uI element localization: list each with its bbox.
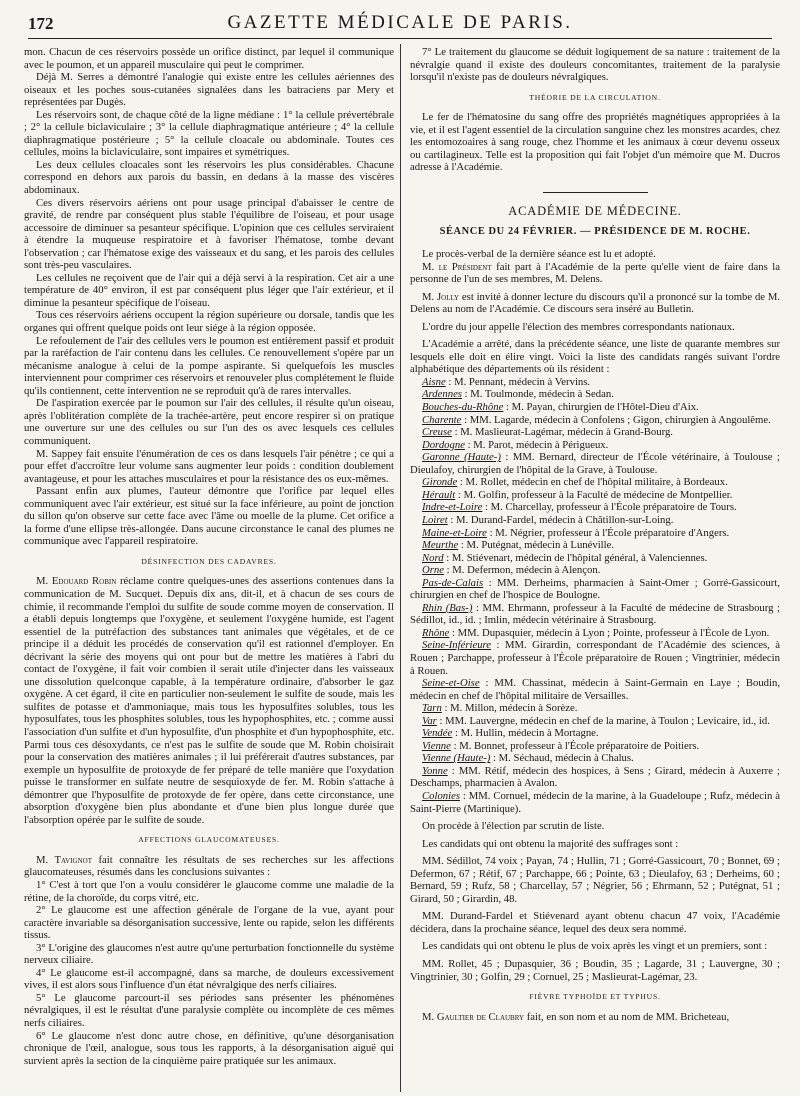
paragraph: L'ordre du jour appelle l'élection des membres correspondants nationaux. xyxy=(422,320,735,333)
list-item xyxy=(410,439,780,452)
list-item xyxy=(410,539,780,552)
paragraph-circulation: Le fer de l'hématosine du sang offre des propriétés magnétiques appropriées à la vie, et il est l'agent essentiel de la circulation sanguine chez les monstres acardes, chez les entomozoaires à sang rouge, chez l'homme et les animaux à cœur devenu osseux ou cartilagineux. Telle est la proposition qui fait l'objet d'un mémoire que M. Ducros adresse à l'Académie. xyxy=(410,111,780,174)
conclusion-2: 2° Le glaucome est une affection générale de l'organe de la vue, ayant pour caractère invariable sa désorganisation successive, lente ou rapide, selon les différents tissus. xyxy=(24,904,394,942)
candidate-text: : M. Négrier, professeur à l'École préparatoire d'Angers. xyxy=(486,526,730,539)
candidate-text: : M. Bonnet, professeur à l'École préparatoire de Poitiers. xyxy=(450,739,700,752)
department-name: Gironde xyxy=(422,476,458,489)
department-name: Vienne (Haute-) xyxy=(422,752,491,765)
results-majority: MM. Sédillot, 74 voix ; Payan, 74 ; Hullin, 71 ; Gorré-Gassicourt, 70 ; Bonnet, 69 ; Defermon, 67 ; Rétif, 67 ; Parchappe, 66 ; Pointe, 63 ; Dieulafoy, 63 ; Derheims, 60 ; Bernard, 59 ; Rufz, 58 ; Charcellay, 57 ; Négrier, 56 ; Ehrmann, 52 ; Putégnat, 51 ; Girard, 50 ; Girardin, 48. xyxy=(410,855,780,905)
conclusion-1: 1° C'est à tort que l'on a voulu considérer le glaucome comme une maladie de la rétine, de la choroïde, du corps vitré, etc. xyxy=(24,879,394,904)
paragraph-gaultier xyxy=(410,1011,780,1024)
department-name: Hérault xyxy=(422,488,456,501)
candidate-text: : M. Hullin, médecin à Mortagne. xyxy=(452,727,599,740)
list-item xyxy=(410,401,780,414)
list-item xyxy=(410,702,780,715)
candidate-text: : MM. Ehrmann, professeur à la Faculté de médecine de Strasbourg ; Sédillot, id., id. ; Imlin, médecin vétérinaire à Strasbourg. xyxy=(410,601,780,627)
department-name: Seine-Inférieure xyxy=(422,639,492,652)
paragraph: Les cellules ne reçoivent que de l'air qui a déjà servi à la respiration. Cet air a une température de 40° environ, il est par conséquent plus léger que l'air extérieur, et il diminue la pesanteur spécifique de l'oiseau. xyxy=(24,271,394,309)
paragraph-text: fait part à l'Académie de la perte qu'elle vient de faire dans la personne de l'un de ses membres, M. Delens. xyxy=(410,260,780,286)
paragraph: M. Sappey fait ensuite l'énumération de ces os dans lesquels l'air pénètre ; ce qui a pour effet d'accroître leur volume sans augmenter leur poids : condition doublement avantageuse, et pour les attaches musculaires et pour la résistance des os eux-mêmes. xyxy=(24,447,394,485)
list-item xyxy=(410,552,780,565)
list-item xyxy=(410,627,780,640)
list-item xyxy=(410,715,780,728)
paragraph-text: fait connaître les résultats de ses recherches sur les affections glaucomateuses, résumés dans les conclusions suivantes : xyxy=(24,853,394,879)
conclusion-5: 5° Le glaucome parcourt-il ses périodes sans présenter les phénomènes névralgiques, il est le résultat d'une paralysie complète ou incomplète de ces mêmes nerfs ciliaires. xyxy=(24,991,394,1030)
candidate-text: : M. Millon, médecin à Sorèze. xyxy=(441,702,578,715)
paragraph: Tous ces réservoirs aériens occupent la région supérieure ou dorsale, tandis que les organes qui offrent quelque poids ont leur siége à la région opposée. xyxy=(24,309,394,335)
page-header xyxy=(28,8,772,38)
conclusion-3: 3° L'origine des glaucomes n'est autre qu'une perturbation fonctionnelle du système nerveux ciliaire. xyxy=(24,941,394,967)
list-item xyxy=(410,639,780,677)
department-name: Loiret xyxy=(422,513,448,526)
section-heading-fievre: FIÈVRE TYPHOÏDE ET TYPHUS. xyxy=(529,992,661,1002)
paragraph: Les deux cellules cloacales sont les réservoirs les plus considérables. Chacune correspond en dehors aux parois du bassin, en dedans à la masse des viscères abdominaux. xyxy=(24,158,394,197)
department-name: Seine-et-Oise xyxy=(422,677,480,690)
paragraph: Déjà M. Serres a démontré l'analogie qui existe entre les cellules aériennes des oiseaux et les poches sous-cutanées signalées dans les batraciens par Mery et représentées par Dugès. xyxy=(24,71,394,109)
candidate-text: : MM. Derheims, pharmacien à Saint-Omer ; Gorré-Gassicourt, chirurgien en chef de l'hospice de Boulogne. xyxy=(410,576,780,602)
candidate-text: : MM. Girardin, correspondant de l'Académie des sciences, à Rouen ; Parchappe, professeur à l'École préparatoire de Rouen ; Vingtrinier, médecin à Rouen. xyxy=(410,639,780,677)
conclusion-6: 6° Le glaucome n'est donc autre chose, en définitive, qu'une désorganisation chronique de l'œil, analogue, sous tous les rapports, à la désorganisation aiguë qui survient après la section de la cinquième paire pratiquée sur les animaux. xyxy=(24,1029,394,1067)
paragraph: MM. Durand-Fardel et Stiévenard ayant obtenu chacun 47 voix, l'Académie décidera, dans la prochaine séance, lequel des deux sera nommé. xyxy=(410,910,780,935)
section-heading-circulation: THÉORIE DE LA CIRCULATION. xyxy=(529,92,661,102)
candidate-text: : MM. Dupasquier, médecin à Lyon ; Pointe, professeur à l'École de Lyon. xyxy=(449,626,770,639)
paragraph: Ces divers réservoirs aériens ont pour usage principal d'abaisser le centre de gravité, de rendre par conséquent plus stable l'équilibre de l'oiseau, et pour usage accessoire de diminuer sa pesanteur spécifique. L'opinion que ces cellules serviraient à étendre la muqueuse respiratoire et à favoriser l'hématose, tombe devant l'observation ; car l'hématose exige des vaisseaux et du sang, et les parois des cellules sont très-peu vasculaires. xyxy=(24,196,394,272)
section-heading-glaucome: AFFECTIONS GLAUCOMATEUSES. xyxy=(138,835,280,845)
list-item xyxy=(410,388,780,401)
list-item xyxy=(410,564,780,577)
section-heading-desinfection: DÉSINFECTION DES CADAVRES. xyxy=(141,556,277,566)
candidate-text: : MM. Chassinat, médecin à Saint-Germain en Laye ; Boudin, médecin en chef de l'hôpital militaire de Versailles. xyxy=(410,677,780,702)
paragraph-tavignot xyxy=(24,854,394,879)
paragraph: De l'aspiration exercée par le poumon sur l'air des cellules, il résulte qu'un oiseau, après l'oblitération complète de la trachée-artère, peut encore respirer si on pratique une ouverture sur une des cellules ou sur l'un des os avec lesquels ces cellules communiquent. xyxy=(24,397,394,447)
department-name: Bouches-du-Rhône xyxy=(422,401,504,414)
candidate-text: : M. Séchaud, médecin à Chalus. xyxy=(490,752,634,765)
conclusion-4: 4° Le glaucome est-il accompagné, dans sa marche, de douleurs excessivement vives, il est alors sous l'influence d'un état névralgique des nerfs ciliaires. xyxy=(24,966,394,992)
academy-heading: ACADÉMIE DE MÉDECINE. xyxy=(508,203,682,218)
paragraph-text: est invité à donner lecture du discours qu'il a prononcé sur la tombe de M. Delens au nom de l'Académie. Ce discours sera inséré au Bulletin. xyxy=(410,290,781,316)
paragraph: mon. Chacun de ces réservoirs possède un orifice distinct, par lequel il communique avec le poumon, et un appareil musculaire qui peut le comprimer. xyxy=(24,46,394,71)
department-name: Orne xyxy=(422,564,444,577)
department-name: Tarn xyxy=(422,702,442,715)
right-column xyxy=(410,46,780,1023)
list-item xyxy=(410,476,780,489)
list-item xyxy=(410,426,780,439)
department-name: Creuse xyxy=(422,426,452,439)
department-name: Indre-et-Loire xyxy=(422,501,483,514)
paragraph-text: réclame contre quelques-unes des assertions contenues dans la communication de M. Sucquet. Depuis dix ans, dit-il, et à chacun de ses cours de chimie, il recommande l'emploi du sulfite de soude comme moyen de conservation. Il a établi depuis longtemps que l'oxygène, et seulement l'oxygène humide, est l'agent essentiel de la putréfaction des substances tant animales que végétales, et de ce principe il a déduit les procédés de conservation qu'il est rationnel d'employer. En décrivant la série des moyens qui ont pour but de mettre les matières à l'abri du contact de l'oxygène, il fait voir combien il serait utile d'injecter dans les vaisseaux une dissolution quelconque capable, à la température ordinaire, d'absorber le gaz oxygène. A cet égard, il cite en particulier non-seulement le sulfite de soude, mais les sulfites de potasse et d'ammoniaque, mais tous les hyposulfites solubles, tous les hyposulfates, tous les phosphites solubles, tous les hypophosphites, etc. ; comme aussi l'association d'un sulfite et d'un hyposulfite, d'un phosphite et d'un hypophosphite, etc. Parmi tous ces désoxydants, ce n'est pas le sulfite de soude que M. Robin choisirait pour la conservation des matières animales ; il lui préférerait d'autres substances, par exemple un hyposulfite de protoxyde de fer préparé de telle manière que l'oxydation puisse le transformer en sulfate neutre de sesquioxyde de fer. M. Robin s'attache à démontrer que l'hyposulfite de protoxyde de fer opère, dans cette circonstance, une absorption d'oxygène bien plus abondante et d'une bien plus longue durée que l'absorption opérée par le sulfite de soude. xyxy=(24,575,395,826)
speaker-name: M. Jolly xyxy=(422,290,460,303)
list-item xyxy=(410,765,780,790)
column-divider xyxy=(400,44,401,1092)
candidate-text: : M. Maslieurat-Lagémar, médecin à Grand-Bourg. xyxy=(451,426,673,439)
list-item xyxy=(410,514,780,527)
list-item xyxy=(410,740,780,753)
list-item xyxy=(410,790,780,815)
paragraph: L'Académie a arrêté, dans la précédente séance, une liste de quarante membres sur lesquels elle doit en élire vingt. Voici la liste des candidats rangés suivant l'ordre alphabétique des départements où ils résident : xyxy=(410,338,780,376)
candidate-text: : M. Pennant, médecin à Vervins. xyxy=(445,375,591,388)
candidate-text: : MM. Lagarde, médecin à Confolens ; Gigon, chirurgien à Angoulême. xyxy=(461,413,771,426)
candidate-text: : M. Stiévenart, médecin de l'hôpital général, à Valenciennes. xyxy=(443,551,708,564)
list-item xyxy=(410,527,780,540)
list-item xyxy=(410,752,780,765)
list-item xyxy=(410,376,780,389)
candidate-text: : M. Charcellay, professeur à l'École préparatoire de Tours. xyxy=(482,501,737,514)
department-name: Vendée xyxy=(422,727,453,740)
paragraph: Les réservoirs sont, de chaque côté de la ligne médiane : 1° la cellule prévertébrale ; 2° la cellule biclaviculaire ; 3° la cellule diaphragmatique antérieure ; 4° la cellule diaphragmatique postérieure ; 5° la cellule cloacale ou abdominale. Toutes ces cellules, moins la biclaviculaire, sont impaires et symétriques. xyxy=(24,108,394,159)
candidate-text: : MM. Cornuel, médecin de la marine, à la Guadeloupe ; Rufz, médecin à Saint-Pierre (Martinique). xyxy=(410,789,780,815)
paragraph-president xyxy=(410,261,780,286)
list-item xyxy=(410,602,780,627)
candidate-text: : M. Payan, chirurgien de l'Hôtel-Dieu d'Aix. xyxy=(503,401,699,414)
department-name: Maine-et-Loire xyxy=(422,526,487,539)
candidate-text: : MM. Bernard, directeur de l'École vétérinaire, à Toulouse ; Dieulafoy, chirurgien de l'hôpital de la Grave, à Toulouse. xyxy=(410,451,780,476)
paragraph: Le procès-verbal de la dernière séance est lu et adopté. xyxy=(422,248,656,261)
department-name: Dordogne xyxy=(422,438,465,451)
list-item xyxy=(410,727,780,740)
candidate-text: : M. Putégnat, médecin à Lunéville. xyxy=(458,539,615,552)
list-item xyxy=(410,451,780,476)
department-name: Garonne (Haute-) xyxy=(422,451,501,464)
results-runners-up: MM. Rollet, 45 ; Dupasquier, 36 ; Boudin, 35 ; Lagarde, 31 ; Lauvergne, 30 ; Vingtrinier, 30 ; Golfin, 29 ; Cornuel, 25 ; Maslieurat-Lagémar, 23. xyxy=(410,958,780,983)
list-item xyxy=(410,414,780,427)
list-item xyxy=(410,577,780,602)
session-heading: SÉANCE DU 24 FÉVRIER. — PRÉSIDENCE DE M. ROCHE. xyxy=(439,226,751,238)
candidate-text: : M. Golfin, professeur à la Faculté de médecine de Montpellier. xyxy=(455,488,733,501)
paragraph: Les candidats qui ont obtenu le plus de voix après les vingt et un premiers, sont : xyxy=(422,940,768,953)
page-number: 172 xyxy=(28,14,54,33)
candidate-list xyxy=(410,376,780,815)
paragraph: On procède à l'élection par scrutin de liste. xyxy=(422,820,605,833)
list-item xyxy=(410,501,780,514)
candidate-text: : M. Durand-Fardel, médecin à Châtillon-sur-Loing. xyxy=(447,513,674,526)
department-name: Rhône xyxy=(422,626,450,639)
department-name: Ardennes xyxy=(422,388,462,401)
department-name: Yonne xyxy=(422,764,448,777)
department-name: Colonies xyxy=(422,789,461,802)
department-name: Var xyxy=(422,714,437,727)
department-name: Rhin (Bas-) xyxy=(422,601,473,614)
department-name: Vienne xyxy=(422,739,451,752)
author-name: M. Tavignot xyxy=(36,853,92,866)
department-name: Pas-de-Calais xyxy=(422,576,484,589)
conclusion-7: 7° Le traitement du glaucome se déduit logiquement de sa nature : traitement de la névralgie quand il existe des douleurs concomitantes, traitement de la paralysie lorsqu'il n'existe pas de douleurs névralgiques. xyxy=(410,46,780,84)
department-name: Charente xyxy=(422,413,462,426)
list-item xyxy=(410,489,780,502)
candidate-text: : MM. Lauvergne, médecin en chef de la marine, à Toulon ; Levicaire, id., id. xyxy=(436,714,770,727)
department-name: Nord xyxy=(422,551,444,564)
candidate-text: : M. Defermon, médecin à Alençon. xyxy=(443,564,601,577)
journal-title: GAZETTE MÉDICALE DE PARIS. xyxy=(227,12,573,33)
candidate-text: : M. Parot, médecin à Périgueux. xyxy=(464,438,609,451)
paragraph-jolly xyxy=(410,291,780,316)
author-name: M. Gaultier de Claubry xyxy=(422,1010,525,1023)
department-name: Meurthe xyxy=(422,539,459,552)
paragraph-text: fait, en son nom et au nom de MM. Bricheteau, xyxy=(524,1010,730,1023)
header-rule xyxy=(28,38,772,39)
department-name: Aisne xyxy=(422,375,446,388)
paragraph: Le refoulement de l'air des cellules vers le poumon est entièrement passif et produit par la raréfaction de l'air contenu dans les cellules. Ce renouvellement s'opère par un mécanisme analogue à celui de la pompe aspirante. Si quelquefois les muscles interviennent pour comprimer ces réservoirs et renouveler plus complétement le fluide qu'ils contiennent, cette intervention ne se reproduit qu'à de rares intervalles. xyxy=(24,334,394,397)
paragraph: Passant enfin aux plumes, l'auteur démontre que l'orifice par lequel elles communiquent avec l'air extérieur, est situé sur la face inférieure, au point de jonction du sillon qu'on observe sur cette face avec l'âme ou moelle de la plume. Cet orifice a la forme d'une ellipse très-allongée. Dans aucune circonstance le canal des plumes ne communique avec l'appareil respiratoire. xyxy=(24,485,394,548)
speaker-name: M. le Président xyxy=(422,260,492,273)
candidate-text: : MM. Rétif, médecin des hospices, à Sens ; Girard, médecin à Auxerre ; Deschamps, pharmacien à Avalon. xyxy=(410,764,780,790)
list-item xyxy=(410,677,780,702)
candidate-text: : M. Rollet, médecin en chef de l'hôpital militaire, à Bordeaux. xyxy=(457,476,728,489)
paragraph: Les candidats qui ont obtenu la majorité des suffrages sont : xyxy=(422,837,679,850)
section-divider xyxy=(543,192,648,193)
candidate-text: : M. Toulmonde, médecin à Sedan. xyxy=(461,388,614,401)
left-column xyxy=(24,46,394,1067)
author-name: M. Edouard Robin xyxy=(36,575,117,588)
paragraph-robin xyxy=(24,575,394,826)
